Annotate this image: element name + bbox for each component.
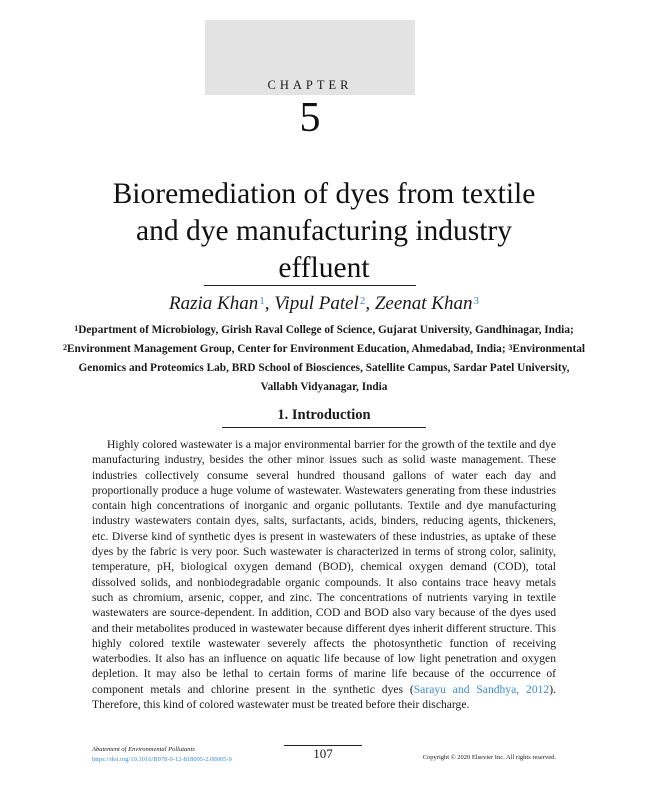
title-line-2: and dye manufacturing industry <box>135 215 513 247</box>
author-name: Zeenat Khan <box>374 293 473 314</box>
chapter-number: 5 <box>299 95 321 141</box>
author-affil-link[interactable]: 1 <box>259 295 265 307</box>
author-affil-link[interactable]: 2 <box>359 295 366 307</box>
title-divider <box>204 285 416 286</box>
footer-source <box>92 745 292 765</box>
author-affil-link[interactable]: 3 <box>473 295 479 307</box>
chapter-title <box>60 176 588 287</box>
paragraph-text: Highly colored wastewater is a major environmental barrier for the growth of the textile and dye manufacturing industry, besides the other minor issues such as solid waste management. These industries collectively consume several hundred thousand gallons of water each day and proportionally produce a huge volume of wastewater. Wastewaters generating from these industries contain high concentrations of inorganic and organic pollutants. Textile and dye manufacturing industry wastewaters contain dyes, salts, surfactants, acids, binders, reducing agents, thickeners, etc. Diverse kind of synthetic dyes is present in wastewaters of these industries, as uptake of these dyes by the fabric is very poor. Such wastewater is characterized in terms of strong color, salinity, temperature, pH, biological oxygen demand (BOD), chemical oxygen demand (COD), total dissolved solids, and nonbiodegradable organic compounds. It also contains trace heavy metals such as chromium, arsenic, copper, and zinc. The concentrations of nutrients varying in textile wastewaters are source-dependent. In addition, COD and BOD also vary because of the dyes used and their metabolites produced in wastewater because different dyes inherit different structure. This highly colored textile wastewater severely affects the photosynthetic function of receiving waterbodies. It also has an influence on aquatic life because of low light penetration and oxygen depletion. It may also be lethal to certain forms of marine life because of the occurrence of component metals and chlorine present in the synthetic dyes ( <box>92 438 556 696</box>
body-paragraph <box>92 437 556 712</box>
affiliation-3: Environmental Genomics and Proteomics Lab, BRD School of Biosciences, Satellite Campus, Sardar Patel University, Vallabh Vidyanagar, India <box>78 343 586 393</box>
affil-marker: 2 <box>62 343 67 352</box>
section-divider <box>222 427 426 428</box>
title-line-3: effluent <box>278 252 370 284</box>
affiliations <box>62 321 586 397</box>
author-name: Razia Khan <box>169 293 259 314</box>
author-separator: , <box>365 293 371 314</box>
affil-marker: 3 <box>508 343 513 352</box>
author-name: Vipul Patel <box>274 293 359 314</box>
affiliation-2: Environment Management Group, Center for Environment Education, Ahmedabad, India; <box>66 343 509 355</box>
author-list <box>60 292 588 316</box>
page-number: 107 <box>313 746 333 761</box>
affil-marker: 1 <box>74 324 79 333</box>
affiliation-1: Department of Microbiology, Girish Raval College of Science, Gujarat University, Gandhinagar, India; <box>78 324 574 336</box>
footer-doi-link[interactable]: https://doi.org/10.1016/B978-0-12-818095-2.00005-9 <box>92 756 232 763</box>
title-line-1: Bioremediation of dyes from textile <box>112 178 536 210</box>
footer-journal: Abatement of Environmental Pollutants <box>92 746 195 753</box>
paragraph-text-end: ). Therefore, this kind of colored wastewater must be treated before their discharge. <box>92 682 556 712</box>
copyright-notice: Copyright © 2020 Elsevier Inc. All rights reserved. <box>422 754 556 761</box>
citation-link[interactable]: Sarayu and Sandhya, 2012 <box>413 682 550 696</box>
author-separator: , <box>264 293 270 314</box>
section-heading: 1. Introduction <box>277 407 371 423</box>
chapter-label: CHAPTER <box>267 78 353 92</box>
